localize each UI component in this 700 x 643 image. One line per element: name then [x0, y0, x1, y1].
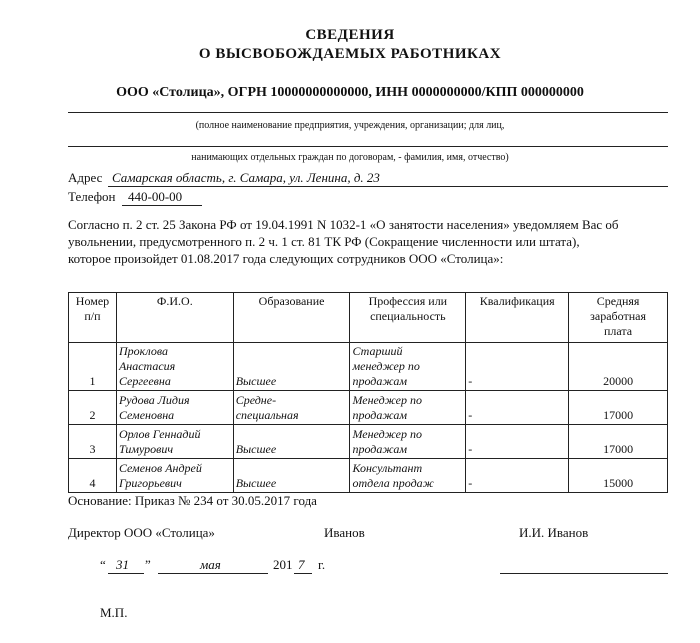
phone-line: [122, 205, 202, 206]
month-line: [158, 573, 268, 574]
notice-line-3: которое произойдет 01.08.2017 года следующих сотрудников ООО «Столица»:: [68, 251, 504, 266]
row-profession: Менеджер по продажам: [350, 425, 466, 459]
row-profession: Менеджер по продажам: [350, 391, 466, 425]
doc-title-line2: О ВЫСВОБОЖДАЕМЫХ РАБОТНИКАХ: [198, 46, 502, 62]
row-salary: 17000: [569, 391, 668, 425]
date-month: мая: [200, 557, 221, 572]
header-qualification: Квалификация: [466, 293, 569, 343]
row-education: Высшее: [233, 459, 350, 493]
phone-value: 440-00-00: [128, 189, 183, 204]
row-profession: Старший менеджер по продажам: [350, 343, 466, 391]
table-row: [69, 459, 668, 493]
row-num: 2: [69, 391, 117, 425]
day-line: [108, 573, 144, 574]
row-qualification: -: [466, 391, 569, 425]
signature-position: Директор ООО «Столица»: [68, 525, 215, 540]
table-row: [69, 425, 668, 459]
header-profession: Профессия или специальность: [350, 293, 466, 343]
row-salary: 20000: [569, 343, 668, 391]
row-profession: Консультант отдела продаж: [350, 459, 466, 493]
staff-table: [68, 292, 668, 493]
notice-line-1: Согласно п. 2 ст. 25 Закона РФ от 19.04.1991 N 1032-1 «О занятости населения» уведомляем Вас об: [68, 217, 619, 232]
year-line: [294, 573, 312, 574]
row-education: Высшее: [233, 425, 350, 459]
org-caption-1: (полное наименование предприятия, учреждения, организации; для лиц,: [195, 120, 505, 131]
signature-line: [500, 573, 668, 574]
row-education: Средне- специальная: [233, 391, 350, 425]
row-education: Высшее: [233, 343, 350, 391]
notice-line-2: увольнении, предусмотренного п. 2 ч. 1 ст. 81 ТК РФ (Сокращение численности или штата),: [68, 234, 580, 249]
doc-title-line1: СВЕДЕНИЯ: [305, 27, 395, 43]
row-qualification: -: [466, 459, 569, 493]
row-fio: Проклова Анастасия Сергеевна: [116, 343, 233, 391]
date-year-suffix: 7: [298, 557, 305, 572]
row-num: 3: [69, 425, 117, 459]
date-open-quote: “: [100, 557, 106, 572]
basis-line: Основание: Приказ № 234 от 30.05.2017 года: [68, 493, 317, 508]
signature-sign: Иванов: [324, 525, 365, 540]
date-day: 31: [116, 557, 129, 572]
row-num: 1: [69, 343, 117, 391]
address-value: Самарская область, г. Самара, ул. Ленина, д. 23: [112, 170, 380, 185]
address-label: Адрес: [68, 170, 103, 185]
table-header-row: [69, 293, 668, 343]
header-salary: Средняя заработная плата: [569, 293, 668, 343]
phone-label: Телефон: [68, 189, 116, 204]
org-caption-2: нанимающих отдельных граждан по договорам, - фамилия, имя, отчество): [191, 152, 509, 163]
signature-name: И.И. Иванов: [519, 525, 589, 540]
row-fio: Рудова Лидия Семеновна: [116, 391, 233, 425]
header-num: Номер п/п: [69, 293, 117, 343]
row-qualification: -: [466, 343, 569, 391]
caption-rule: [68, 146, 668, 147]
header-education: Образование: [233, 293, 350, 343]
date-year-end: г.: [318, 557, 326, 572]
row-salary: 17000: [569, 425, 668, 459]
stamp-place: М.П.: [100, 605, 128, 620]
header-fio: Ф.И.О.: [116, 293, 233, 343]
table-row: [69, 343, 668, 391]
address-line: [108, 186, 668, 187]
row-salary: 15000: [569, 459, 668, 493]
organization-line: ООО «Столица», ОГРН 10000000000000, ИНН 0000000000/КПП 000000000: [116, 85, 584, 100]
org-underline: [68, 112, 668, 113]
table-row: [69, 391, 668, 425]
row-fio: Семенов Андрей Григорьевич: [116, 459, 233, 493]
row-qualification: -: [466, 425, 569, 459]
date-year-prefix: 201: [273, 557, 293, 572]
row-fio: Орлов Геннадий Тимурович: [116, 425, 233, 459]
date-close-quote: ”: [145, 557, 151, 572]
row-num: 4: [69, 459, 117, 493]
